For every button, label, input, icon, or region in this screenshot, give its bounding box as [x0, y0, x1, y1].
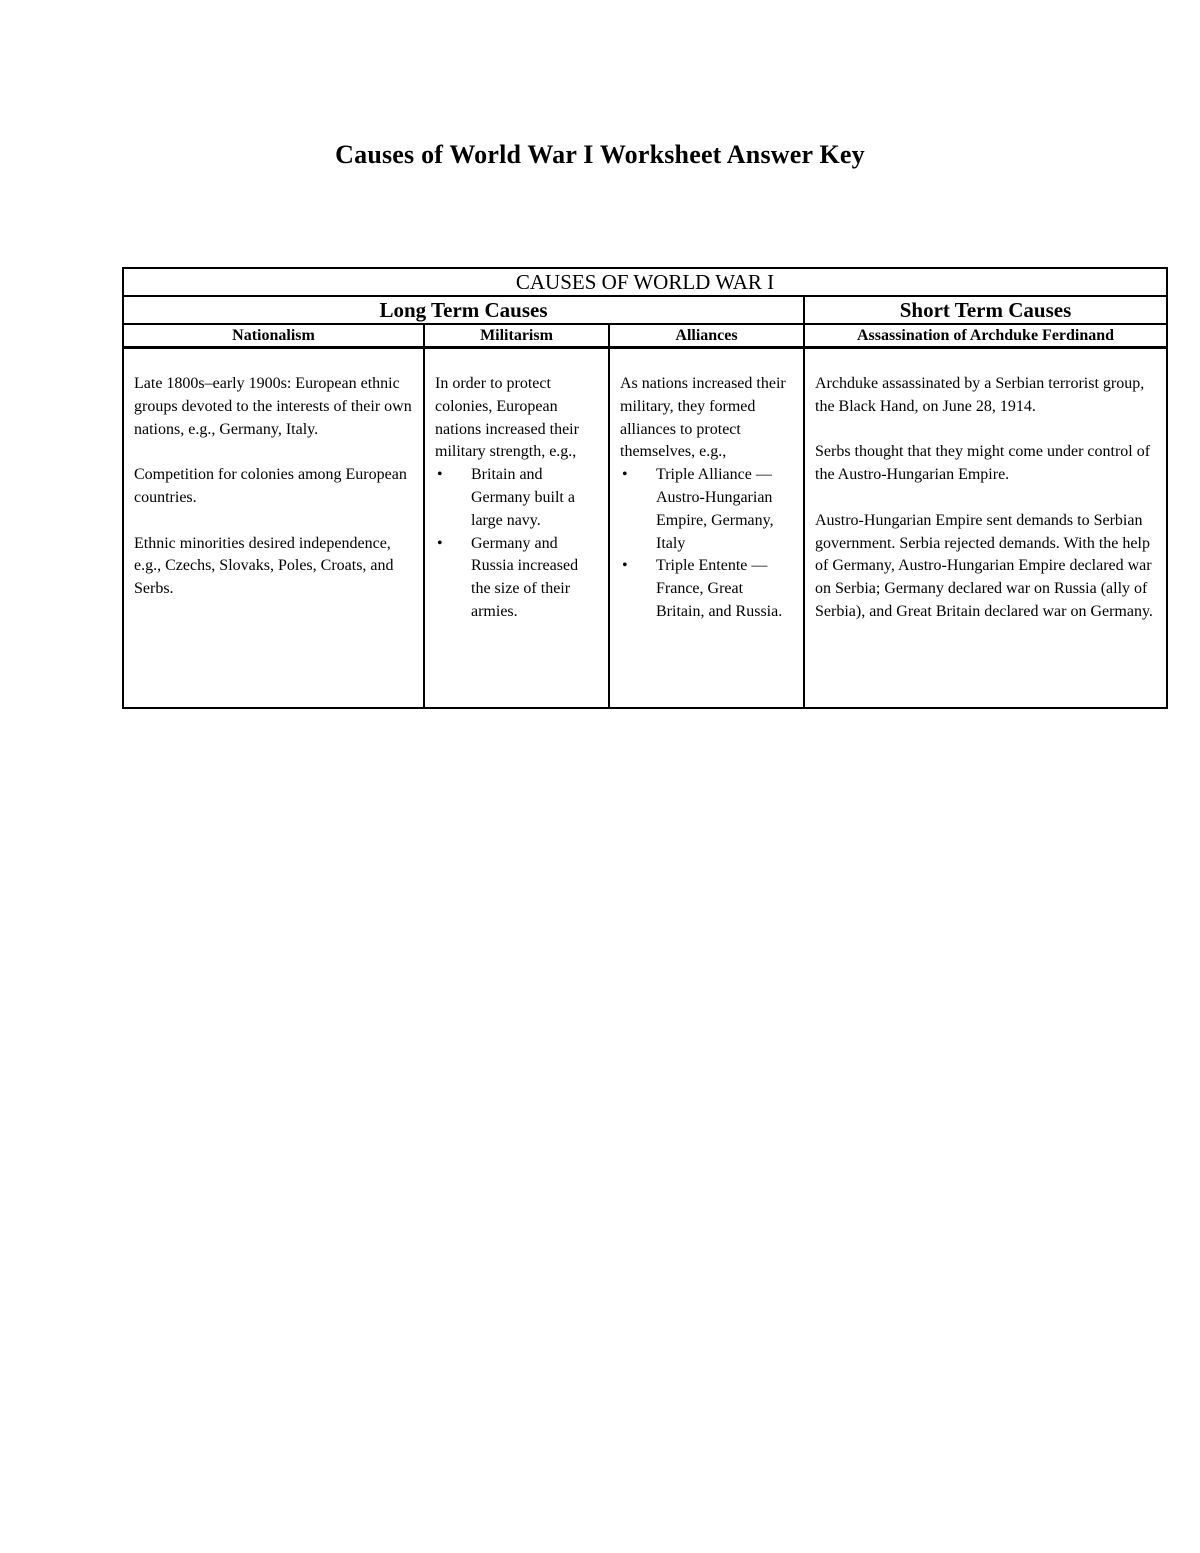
militarism-bullet-list	[435, 464, 600, 624]
alliances-bullet: • Triple Entente — France, Great Britain, and Russia.	[620, 555, 795, 623]
alliances-cell	[609, 348, 804, 709]
militarism-bullet: • Germany and Russia increased the size of their armies.	[435, 533, 600, 624]
assassination-paragraph: Austro-Hungarian Empire sent demands to Serbian government. Serbia rejected demands. With the help of Germany, Austro-Hungarian Empire declared war on Serbia; Germany declared war on Russia (ally of Serbia), and Great Britain declared war on Germany.	[815, 511, 1153, 620]
nationalism-paragraph: Competition for colonies among European countries.	[134, 466, 407, 506]
nationalism-cell	[123, 348, 424, 709]
causes-table	[122, 267, 1168, 709]
assassination-header: Assassination of Archduke Ferdinand	[804, 324, 1167, 348]
long-term-causes-header: Long Term Causes	[123, 296, 804, 324]
content-row	[123, 348, 1167, 709]
militarism-bullet: • Britain and Germany built a large navy.	[435, 464, 600, 532]
main-header-row	[123, 268, 1167, 296]
nationalism-paragraph: Ethnic minorities desired independence, e.g., Czechs, Slovaks, Poles, Croats, and Serbs.	[134, 534, 394, 598]
alliances-intro: As nations increased their military, they formed alliances to protect themselves, e.g.,	[620, 375, 786, 461]
militarism-cell	[424, 348, 609, 709]
group-header-row	[123, 296, 1167, 324]
assassination-cell	[804, 348, 1167, 709]
nationalism-header: Nationalism	[123, 324, 424, 348]
short-term-causes-header: Short Term Causes	[804, 296, 1167, 324]
table-main-header: CAUSES OF WORLD WAR I	[123, 268, 1167, 296]
page-title: Causes of World War I Worksheet Answer Key	[335, 140, 865, 169]
column-header-row	[123, 324, 1167, 348]
alliances-bullet: • Triple Alliance — Austro-Hungarian Empire, Germany, Italy	[620, 464, 795, 555]
assassination-paragraph: Archduke assassinated by a Serbian terrorist group, the Black Hand, on June 28, 1914.	[815, 375, 1145, 415]
assassination-paragraph: Serbs thought that they might come under control of the Austro-Hungarian Empire.	[815, 443, 1151, 484]
alliances-header: Alliances	[609, 324, 804, 348]
militarism-header: Militarism	[424, 324, 609, 348]
militarism-intro: In order to protect colonies, European nations increased their military strength, e.g.,	[435, 375, 579, 461]
alliances-bullet-list	[620, 464, 795, 624]
nationalism-paragraph: Late 1800s–early 1900s: European ethnic groups devoted to the interests of their own nations, e.g., Germany, Italy.	[134, 375, 412, 438]
